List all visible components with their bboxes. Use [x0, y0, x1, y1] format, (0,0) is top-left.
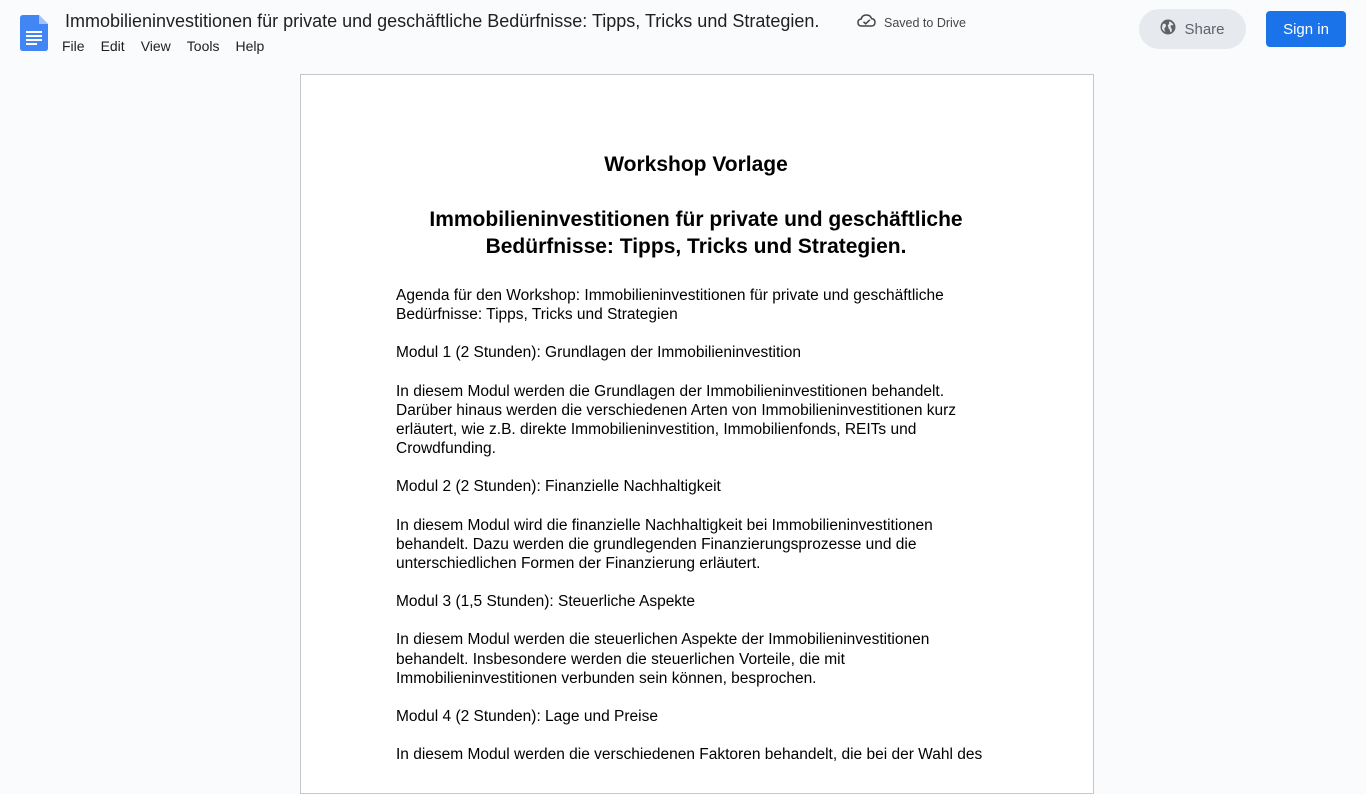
- paragraph-module-1-text: In diesem Modul werden die Grundlagen der Immobilieninvestitionen behandelt. Darüber hinaus werden die verschiedenen Arten von Immobilieninvestitionen kurz erläutert, wie z.B. direkte Immobilieninvestition, Immobilienfonds, REITs und Crowdfunding.: [396, 382, 957, 458]
- google-docs-icon[interactable]: [20, 15, 48, 51]
- menu-edit[interactable]: Edit: [100, 38, 125, 54]
- paragraph-module-2-text: In diesem Modul wird die finanzielle Nachhaltigkeit bei Immobilieninvestitionen behandelt. Dazu werden die grundlegenden Finanzierungsprozesse und die unterschiedlichen Formen der Finanzierung erläutert.: [396, 516, 933, 573]
- paragraph-module-1-title: Modul 1 (2 Stunden): Grundlagen der Immobilieninvestition: [396, 344, 801, 362]
- cloud-done-icon: [857, 13, 876, 32]
- document-subheading: Immobilieninvestitionen für private und geschäftliche Bedürfnisse: Tipps, Tricks und Strategien.: [429, 208, 963, 258]
- globe-icon: [1160, 19, 1176, 39]
- paragraph-module-3-title: Modul 3 (1,5 Stunden): Steuerliche Aspekte: [396, 593, 695, 611]
- document-page[interactable]: [300, 74, 1094, 794]
- share-label: Share: [1184, 20, 1225, 38]
- menu-bar: [54, 36, 272, 56]
- share-button[interactable]: [1139, 9, 1246, 49]
- paragraph-agenda: Agenda für den Workshop: Immobilieninvestitionen für private und geschäftliche Bedürfnisse: Tipps, Tricks und Strategien: [396, 287, 944, 324]
- menu-view[interactable]: View: [140, 38, 171, 54]
- paragraph-module-4-text: In diesem Modul werden die verschiedenen Faktoren behandelt, die bei der Wahl des: [396, 746, 983, 764]
- paragraph-module-2-title: Modul 2 (2 Stunden): Finanzielle Nachhaltigkeit: [396, 478, 721, 496]
- saved-status-label: Saved to Drive: [884, 15, 966, 30]
- menu-help[interactable]: Help: [235, 38, 265, 54]
- sign-in-button[interactable]: Sign in: [1266, 11, 1346, 47]
- document-heading: Workshop Vorlage: [604, 153, 788, 176]
- saved-status[interactable]: [857, 13, 966, 32]
- paragraph-module-4-title: Modul 4 (2 Stunden): Lage und Preise: [396, 708, 658, 726]
- document-title[interactable]: Immobilieninvestitionen für private und geschäftliche Bedürfnisse: Tipps, Tricks und Strategien.: [65, 11, 820, 31]
- top-bar: [0, 0, 1366, 64]
- document-body: [396, 151, 996, 783]
- menu-file[interactable]: File: [62, 38, 85, 54]
- paragraph-module-3-text: In diesem Modul werden die steuerlichen Aspekte der Immobilieninvestitionen behandelt. Insbesondere werden die steuerlichen Vorteile, die mit Immobilieninvestitionen verbunden sein können, besprochen.: [396, 631, 930, 687]
- menu-tools[interactable]: Tools: [186, 38, 220, 54]
